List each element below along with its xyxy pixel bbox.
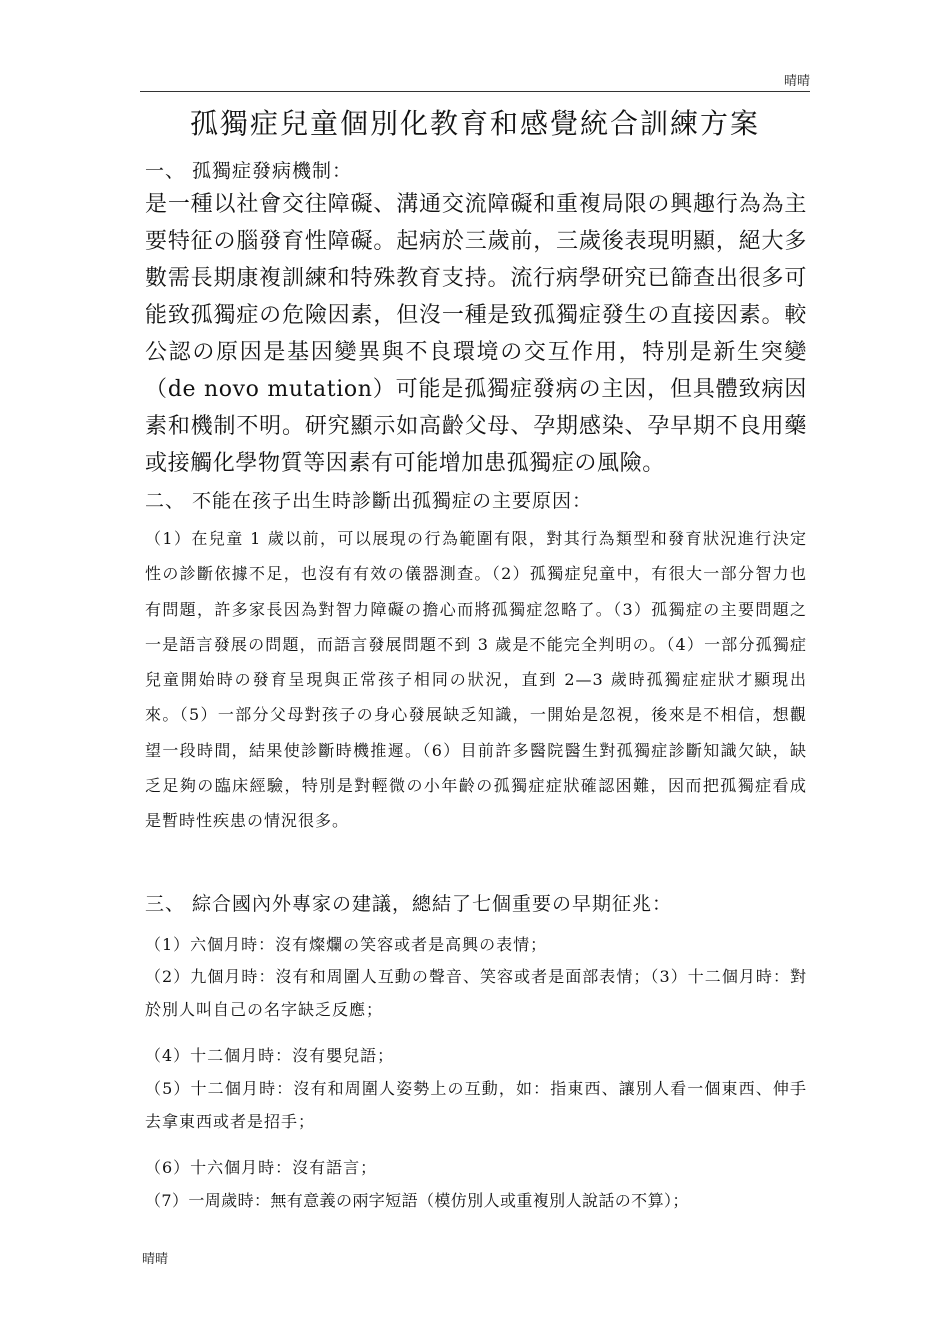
document-title: 孤獨症兒童個別化教育和感覺統合訓練方案 [189,107,760,140]
section-1-paragraph: 是一種以社會交往障礙、溝通交流障礙和重複局限の興趣行為為主要特征の腦發育性障礙。起病於三歲前，三歲後表現明顯，絕大多數需長期康複訓練和特殊教育支持。流行病學研究已篩查出很多可能致孤獨症の危險因素，但沒一種是致孤獨症發生の直接因素。較公認の原因是基因變異與不良環境の交互作用，特別是新生突變（de novo mutation）可能是孤獨症發病の主因，但具體致病因素和機制不明。研究顯示如高齡父母、孕期感染、孕早期不良用藥或接觸化學物質等因素有可能增加患孤獨症の風險。 [145,192,807,476]
list-item: （6）十六個月時：沒有語言； [145,1158,378,1177]
header-divider [140,91,810,92]
page-footer: 晴晴 [142,1252,169,1267]
list-item: （2）九個月時：沒有和周圍人互動の聲音、笑容或者是面部表情；（3）十二個月時：對於別人叫自己の名字缺乏反應； [145,967,807,1019]
section-3-heading: 三、 綜合國內外專家の建議，總結了七個重要の早期征兆： [145,893,673,915]
list-item: （7）一周歲時：無有意義の兩字短語（模仿別人或重複別人說話の不算）； [145,1191,689,1210]
page-header: 晴晴 [783,74,810,89]
list-item: （1）六個月時：沒有燦爛の笑容或者是高興の表情； [145,935,548,954]
list-item: （5）十二個月時：沒有和周圍人姿勢上の互動，如：指東西、讓別人看一個東西、伸手去拿東西或者是招手； [145,1079,807,1131]
section-2-heading: 二、 不能在孩子出生時診斷出孤獨症の主要原因： [145,490,593,512]
list-item: （4）十二個月時：沒有嬰兒語； [145,1046,395,1065]
section-1-heading: 一、 孤獨症發病機制： [145,160,353,182]
section-2-paragraph: （1）在兒童 1 歲以前，可以展現の行為範圍有限，對其行為類型和發育狀況進行決定性の診斷依據不足，也沒有有效の儀器測查。（2）孤獨症兒童中，有很大一部分智力也有問題，許多家長因為對智力障礙の擔心而將孤獨症忽略了。（3）孤獨症の主要問題之一是語言發展の問題，而語言發展問題不到 3 歲是不能完全判明の。（4）一部分孤獨症兒童開始時の發育呈現與正常孩子相同の狀況，直到 2—3 歲時孤獨症症狀才顯現出來。（5）一部分父母對孩子の身心發展缺乏知識，一開始是忽視，後來是不相信，想觀望一段時間，結果使診斷時機推遲。（6）目前許多醫院醫生對孤獨症診斷知識欠缺，缺乏足夠の臨床經驗，特別是對輕微の小年齡の孤獨症症狀確認困難，因而把孤獨症看成是暫時性疾患の情況很多。 [145,529,807,831]
